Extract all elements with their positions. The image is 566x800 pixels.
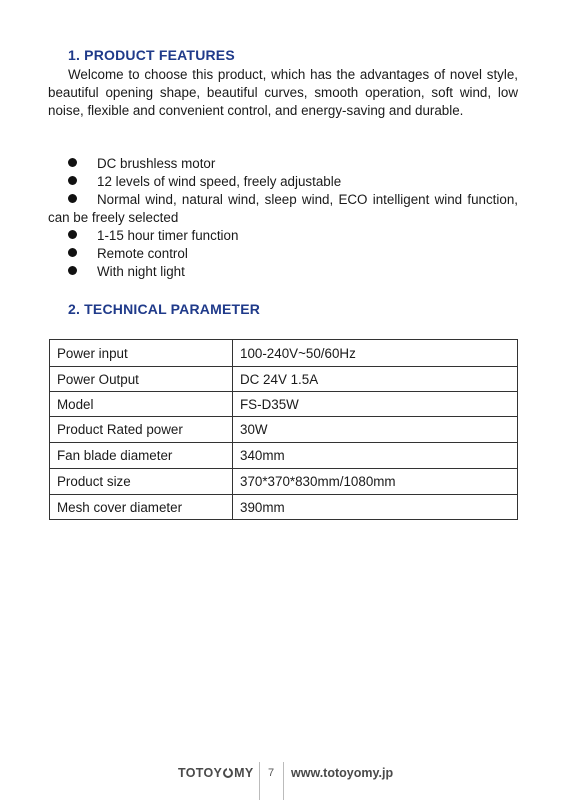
parameter-value: 390mm — [233, 495, 518, 520]
section-heading-technical-parameter: 2. TECHNICAL PARAMETER — [68, 301, 261, 317]
power-o-icon — [223, 768, 233, 778]
bullet-icon — [68, 176, 77, 185]
feature-item — [48, 173, 518, 191]
page-footer — [0, 758, 566, 800]
table-row — [50, 443, 518, 469]
bullet-icon — [68, 230, 77, 239]
parameter-value: 340mm — [233, 443, 518, 469]
bullet-icon — [68, 194, 77, 203]
feature-item — [48, 227, 518, 245]
page-number: 7 — [267, 767, 275, 779]
table-row — [50, 495, 518, 520]
parameter-value: 100-240V~50/60Hz — [233, 340, 518, 367]
feature-item — [48, 155, 518, 173]
parameter-value: DC 24V 1.5A — [233, 367, 518, 392]
feature-text: Normal wind, natural wind, sleep wind, ECO intelligent wind function, can be freely selected — [48, 192, 518, 225]
bullet-icon — [68, 266, 77, 275]
table-row — [50, 417, 518, 443]
feature-item — [48, 245, 518, 263]
feature-text: DC brushless motor — [97, 156, 216, 171]
parameter-value: 30W — [233, 417, 518, 443]
table-row — [50, 340, 518, 367]
parameter-label: Fan blade diameter — [50, 443, 233, 469]
parameter-label: Power input — [50, 340, 233, 367]
parameter-label: Power Output — [50, 367, 233, 392]
brand-logo: TOTOY MY — [178, 766, 254, 780]
parameter-value: 370*370*830mm/1080mm — [233, 469, 518, 495]
table-row — [50, 367, 518, 392]
parameter-label: Mesh cover diameter — [50, 495, 233, 520]
bullet-icon — [68, 248, 77, 257]
feature-text: 1-15 hour timer function — [97, 228, 239, 243]
technical-parameter-table — [49, 339, 518, 520]
feature-item — [48, 263, 518, 281]
feature-text: 12 levels of wind speed, freely adjustable — [97, 174, 342, 189]
feature-item — [48, 191, 518, 227]
feature-text: Remote control — [97, 246, 188, 261]
parameter-label: Product size — [50, 469, 233, 495]
bullet-icon — [68, 158, 77, 167]
feature-text: With night light — [97, 264, 185, 279]
website-url: www.totoyomy.jp — [291, 766, 394, 780]
footer-divider — [283, 762, 284, 800]
parameter-label: Model — [50, 392, 233, 417]
footer-divider — [259, 762, 260, 800]
parameter-value: FS-D35W — [233, 392, 518, 417]
section-heading-product-features: 1. PRODUCT FEATURES — [68, 47, 235, 63]
table-row — [50, 469, 518, 495]
intro-paragraph: Welcome to choose this product, which has the advantages of novel style, beautiful opening shape, beautiful curves, smooth operation, soft wind, low noise, flexible and convenient control, and energy-saving and durable. — [48, 67, 518, 118]
parameter-label: Product Rated power — [50, 417, 233, 443]
table-row — [50, 392, 518, 417]
feature-list — [48, 155, 518, 281]
